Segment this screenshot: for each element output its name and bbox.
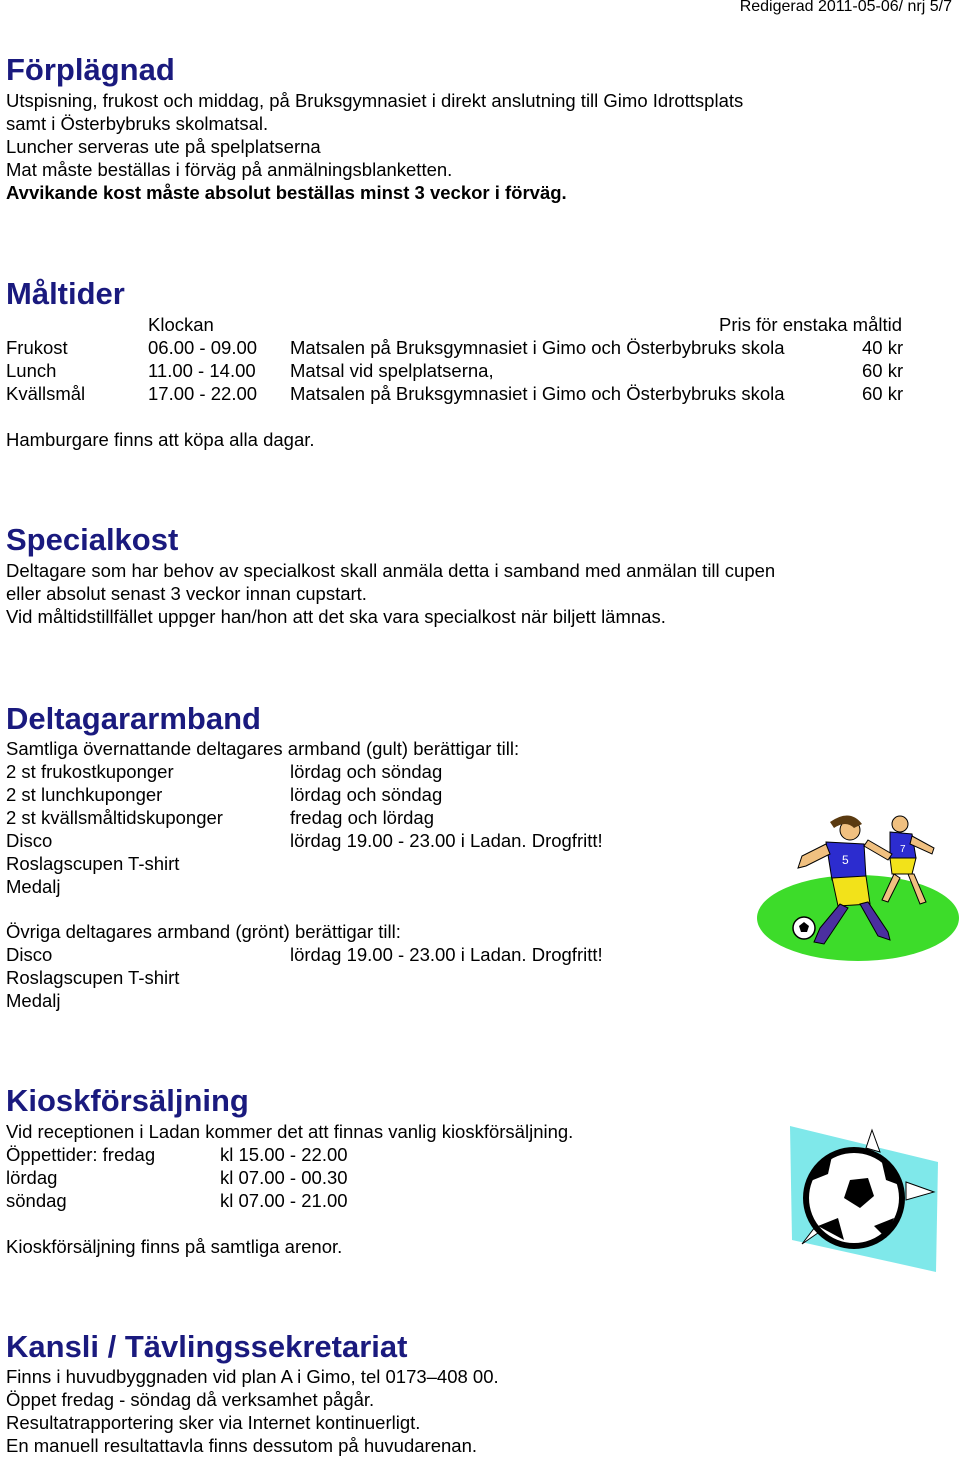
armband-item-label: Medalj (6, 876, 61, 897)
meal-price: 60 kr (862, 383, 904, 404)
armband2-item-label: Roslagscupen T-shirt (6, 967, 180, 988)
kansli-line: Resultatrapportering sker via Internet kontinuerligt. (6, 1412, 421, 1433)
armband-item-label: 2 st frukostkuponger (6, 761, 174, 782)
kiosk-hours-day: lördag (6, 1167, 58, 1188)
section-title-specialkost: Specialkost (6, 522, 179, 557)
kiosk-hours-time: kl 07.00 - 21.00 (220, 1190, 348, 1211)
section-title-forplagnad: Förplägnad (6, 52, 175, 87)
armband2-item-label: Medalj (6, 990, 61, 1011)
col-header-time: Klockan (148, 314, 214, 335)
armband-item-value: fredag och lördag (290, 807, 434, 828)
specialkost-line: Deltagare som har behov av specialkost skall anmäla detta i samband med anmälan till cupen (6, 560, 776, 581)
armband-item-label: Roslagscupen T-shirt (6, 853, 180, 874)
armband-item-label: 2 st lunchkuponger (6, 784, 163, 805)
meal-price: 60 kr (862, 360, 904, 381)
meal-time: 17.00 - 22.00 (148, 383, 258, 404)
meal-place: Matsal vid spelplatserna, (290, 360, 494, 381)
meal-place: Matsalen på Bruksgymnasiet i Gimo och Österbybruks skola (290, 337, 785, 358)
soccer-ball (793, 917, 815, 939)
section-title-kansli: Kansli / Tävlingssekretariat (6, 1329, 408, 1364)
kiosk-intro: Vid receptionen i Ladan kommer det att finnas vanlig kioskförsäljning. (6, 1121, 574, 1142)
meal-name: Lunch (6, 360, 57, 381)
kansli-line: Finns i huvudbyggnaden vid plan A i Gimo, tel 0173–408 00. (6, 1366, 499, 1387)
meal-place: Matsalen på Bruksgymnasiet i Gimo och Österbybruks skola (290, 383, 785, 404)
section-title-kiosk: Kioskförsäljning (6, 1083, 249, 1118)
kiosk-note: Kioskförsäljning finns på samtliga arenor. (6, 1236, 343, 1257)
kiosk-hours-time: kl 15.00 - 22.00 (220, 1144, 348, 1165)
armband-item-value: lördag 19.00 - 23.00 i Ladan. Drogfritt! (290, 830, 603, 851)
forplagnad-line: samt i Österbybruks skolmatsal. (6, 113, 269, 134)
kansli-line: Öppet fredag - söndag då verksamhet pågår. (6, 1389, 375, 1410)
svg-text:5: 5 (842, 853, 849, 867)
meal-time: 06.00 - 09.00 (148, 337, 258, 358)
specialkost-line: Vid måltidstillfället uppger han/hon att det ska vara specialkost när biljett lämnas. (6, 606, 666, 627)
section-title-maltider: Måltider (6, 276, 125, 311)
forplagnad-bold-line: Avvikande kost måste absolut beställas minst 3 veckor i förväg. (6, 182, 567, 203)
meal-time: 11.00 - 14.00 (148, 360, 256, 381)
armband-item-label: Disco (6, 830, 53, 851)
ball (806, 1150, 902, 1246)
armband2-item-value: lördag 19.00 - 23.00 i Ladan. Drogfritt! (290, 944, 603, 965)
kansli-text (6, 1365, 499, 1457)
maltider-note: Hamburgare finns att köpa alla dagar. (6, 429, 315, 450)
meal-price: 40 kr (862, 337, 904, 358)
kiosk-hours-day: Öppettider: fredag (6, 1144, 156, 1165)
armband-item-value: lördag och söndag (290, 761, 443, 782)
forplagnad-line: Luncher serveras ute på spelplatserna (6, 136, 321, 157)
forplagnad-line: Mat måste beställas i förväg på anmälningsblanketten. (6, 159, 453, 180)
armband-item-value: lördag och söndag (290, 784, 443, 805)
armband2-item-label: Disco (6, 944, 53, 965)
section-title-deltagararmband: Deltagararmband (6, 701, 261, 736)
meal-name: Frukost (6, 337, 68, 358)
armband-intro: Samtliga övernattande deltagares armband (gult) berättigar till: (6, 738, 520, 759)
soccer-ball-illustration (788, 1122, 938, 1272)
svg-text:7: 7 (900, 844, 906, 855)
specialkost-line: eller absolut senast 3 veckor innan cupstart. (6, 583, 367, 604)
armband-intro2: Övriga deltagares armband (grönt) berättigar till: (6, 921, 401, 942)
kiosk-hours-day: söndag (6, 1190, 67, 1211)
kansli-line: En manuell resultattavla finns dessutom på huvudarenan. (6, 1435, 478, 1456)
armband-item-label: 2 st kvällsmåltidskuponger (6, 807, 223, 828)
kiosk-hours-time: kl 07.00 - 00.30 (220, 1167, 348, 1188)
forplagnad-text (6, 89, 743, 204)
soccer-players-illustration (750, 808, 960, 968)
page-header: Redigerad 2011-05-06/ nrj 5/7 (739, 0, 952, 15)
specialkost-text (6, 559, 775, 628)
col-header-price: Pris för enstaka måltid (719, 314, 903, 335)
meal-name: Kvällsmål (6, 383, 86, 404)
forplagnad-line: Utspisning, frukost och middag, på Bruksgymnasiet i direkt anslutning till Gimo Idrottsplats (6, 90, 744, 111)
